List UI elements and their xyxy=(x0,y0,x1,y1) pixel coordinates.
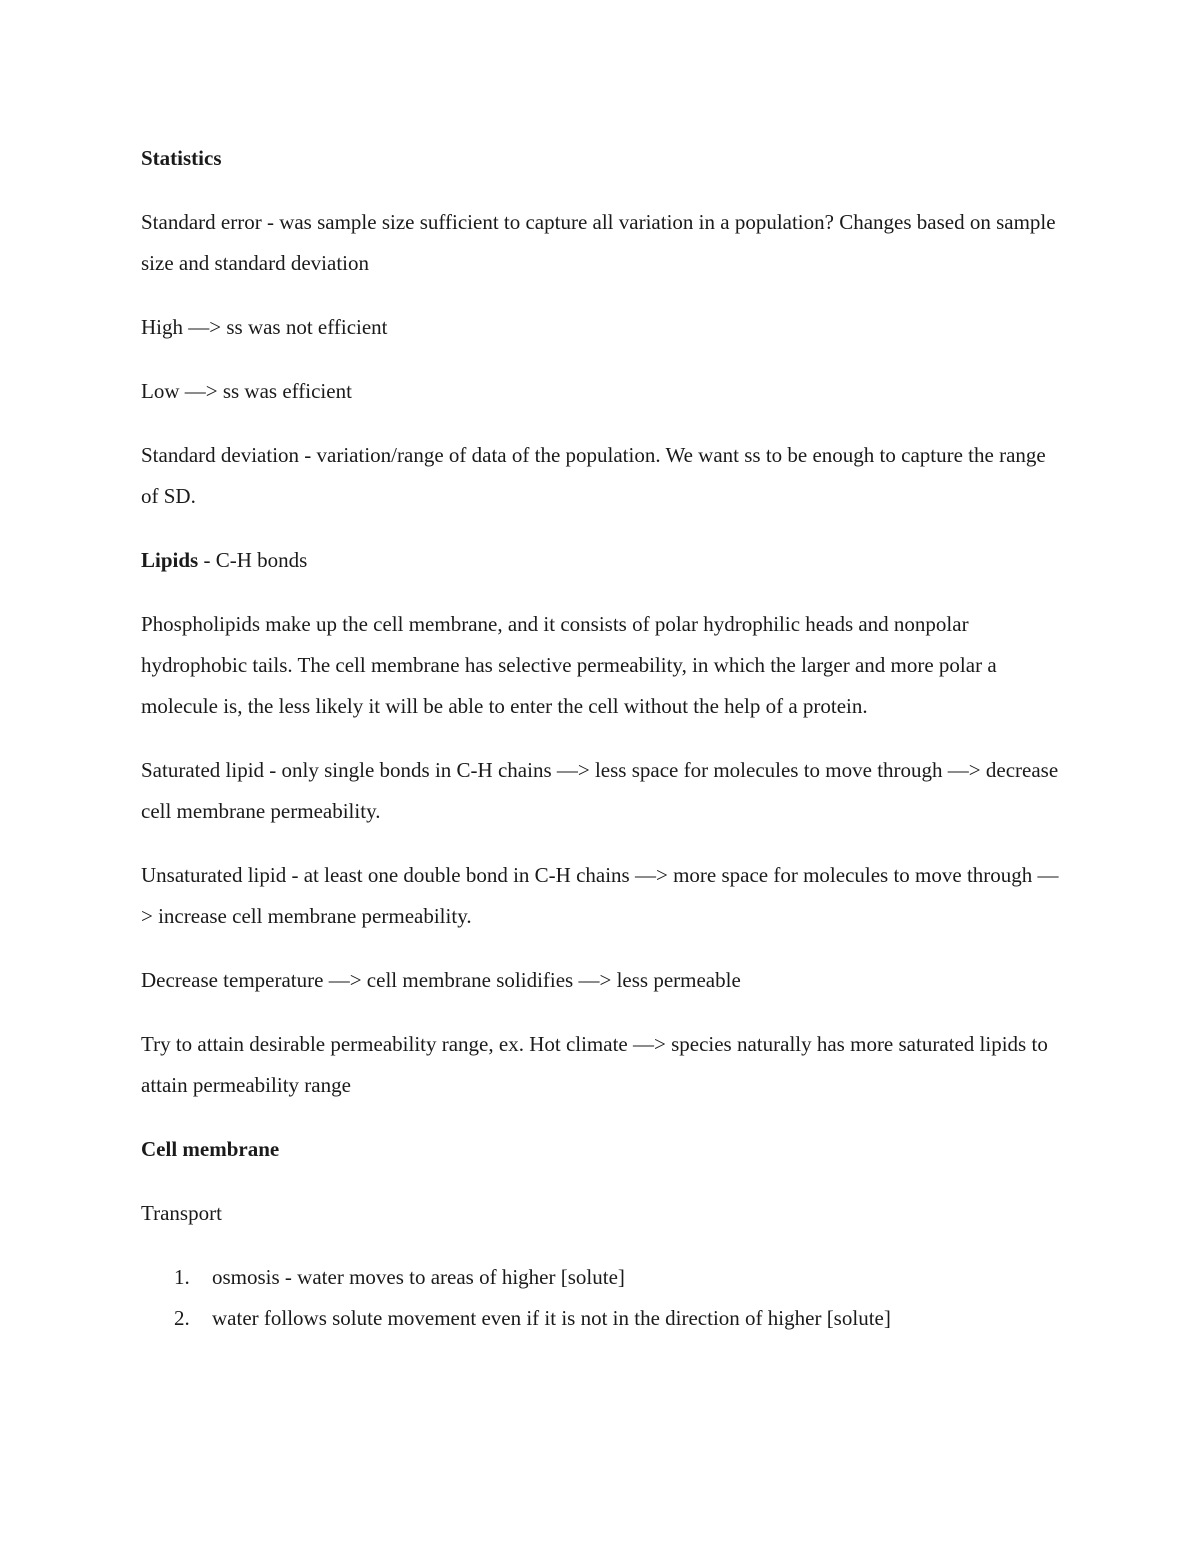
heading-lipids: Lipids xyxy=(141,548,199,572)
list-item xyxy=(141,1298,1061,1339)
para-low: Low —> ss was efficient xyxy=(141,379,352,403)
heading-lipids-suffix: - C-H bonds xyxy=(198,548,308,572)
para-saturated-lipid: Saturated lipid - only single bonds in C-H chains —> less space for molecules to move through —> decrease cell membrane permeability. xyxy=(141,758,1059,823)
para-high: High —> ss was not efficient xyxy=(141,315,388,339)
list-item-text: osmosis - water moves to areas of higher [solute] xyxy=(212,1265,625,1289)
para-unsaturated-lipid: Unsaturated lipid - at least one double bond in C-H chains —> more space for molecules to move through —> increase cell membrane permeability. xyxy=(141,863,1059,928)
list-item-number: 1. xyxy=(174,1265,190,1289)
para-phospholipids: Phospholipids make up the cell membrane, and it consists of polar hydrophilic heads and nonpolar hydrophobic tails. The cell membrane has selective permeability, in which the larger and more polar a molecule is, the less likely it will be able to enter the cell without the help of a protein. xyxy=(141,612,997,718)
para-standard-deviation: Standard deviation - variation/range of data of the population. We want ss to be enough to capture the range of SD. xyxy=(141,443,1046,508)
list-item-number: 2. xyxy=(174,1306,190,1330)
para-transport: Transport xyxy=(141,1201,222,1225)
document-body xyxy=(141,138,1061,1339)
heading-cell-membrane: Cell membrane xyxy=(141,1137,280,1161)
para-standard-error: Standard error - was sample size sufficient to capture all variation in a population? Changes based on sample size and standard deviation xyxy=(141,210,1056,275)
para-temperature: Decrease temperature —> cell membrane solidifies —> less permeable xyxy=(141,968,741,992)
heading-statistics: Statistics xyxy=(141,146,222,170)
heading-lipids-line xyxy=(141,540,1061,581)
para-attain-range: Try to attain desirable permeability range, ex. Hot climate —> species naturally has more saturated lipids to attain permeability range xyxy=(141,1032,1048,1097)
transport-list xyxy=(141,1257,1061,1339)
list-item xyxy=(141,1257,1061,1298)
list-item-text: water follows solute movement even if it is not in the direction of higher [solute] xyxy=(212,1306,891,1330)
